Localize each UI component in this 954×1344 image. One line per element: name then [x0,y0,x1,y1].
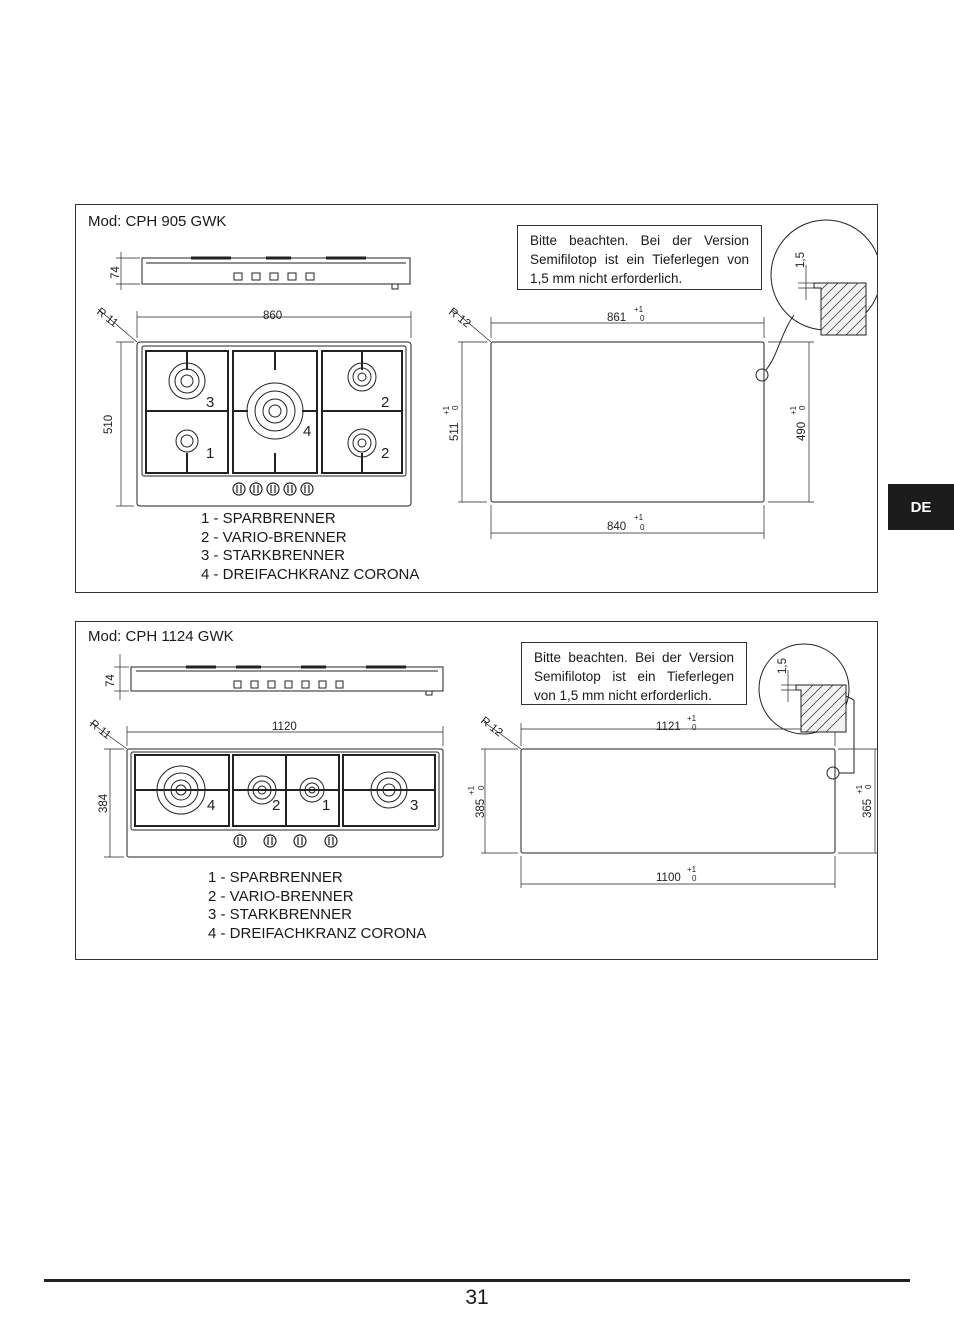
dim-cutout-radius-label: R 12 [478,714,505,740]
dim-depth-label: 510 [103,414,115,434]
burner-number: 4 [207,797,216,814]
cutout-view [481,644,877,888]
dim-radius-label: R 11 [94,305,121,330]
dim-recess-label: 1,5 [777,658,789,674]
dim-cutout-right-label: 490 [796,421,808,441]
dim-cutout-bottom-label: 1100 [656,872,681,884]
tolerance-upper: +1 [634,305,644,314]
legend-item: 4 - DREIFACHKRANZ CORONA [201,565,420,583]
dim-recess-label: 1,5 [795,252,807,268]
dim-cutout-left-label: 511 [449,422,461,441]
dim-cutout-top-label: 1121 [656,721,681,733]
legend-item: 3 - STARKBRENNER [208,906,352,923]
burner-number: 4 [303,423,312,440]
dim-cutout-left-label: 385 [475,798,487,818]
dim-height-label: 74 [105,674,117,687]
tolerance-lower: 0 [692,874,697,883]
dim-width-label: 1120 [272,721,297,733]
tolerance-lower: 0 [692,723,697,732]
legend-item: 4 - DREIFACHKRANZ CORONA [208,924,427,942]
model-panel-cph-905 [75,204,878,593]
burner-number: 2 [272,797,281,814]
model-panel-cph-1124 [75,621,878,960]
tolerance-lower: 0 [864,784,873,789]
legend-item: 1 - SPARBRENNER [201,510,336,527]
tolerance-upper: +1 [467,785,476,795]
technical-drawing-cph-905 [76,205,877,592]
tolerance-upper: +1 [687,714,697,723]
installation-note: Bitte beachten. Bei der Version Semifilotop ist ein Tieferlegen von 1,5 mm nicht erforderlich. [521,642,747,705]
footer-divider [44,1279,910,1282]
tolerance-upper: +1 [789,405,798,415]
dim-radius-label: R 11 [87,717,114,742]
cutout-view [452,220,877,539]
tolerance-upper: +1 [442,405,451,415]
side-view [116,252,410,290]
tolerance-upper: +1 [855,784,864,794]
model-title: Mod: CPH 1124 GWK [88,628,234,645]
tolerance-lower: 0 [477,785,486,790]
page-number: 31 [465,1286,489,1309]
tolerance-lower: 0 [451,405,460,410]
legend-item: 2 - VARIO-BRENNER [208,887,354,905]
legend-item: 1 - SPARBRENNER [208,869,343,886]
burner-number: 1 [206,445,215,462]
legend-item: 3 - STARKBRENNER [201,547,345,564]
dim-depth-label: 384 [98,793,110,813]
dim-cutout-bottom-label: 840 [607,521,627,533]
burner-number: 3 [410,797,419,814]
dim-cutout-right-label: 365 [862,798,874,818]
language-tab: DE [888,484,954,530]
side-view [114,654,443,700]
burner-number: 1 [322,797,331,814]
tolerance-upper: +1 [687,865,697,874]
model-title: Mod: CPH 905 GWK [88,213,227,230]
hob-top-view [90,722,443,857]
burner-number: 2 [381,394,390,411]
legend-item: 2 - VARIO-BRENNER [201,528,347,546]
dim-cutout-radius-label: R 12 [446,305,473,331]
tolerance-lower: 0 [640,314,645,323]
hob-top-view [98,309,411,506]
tolerance-upper: +1 [634,513,644,522]
tolerance-lower: 0 [798,405,807,410]
dim-height-label: 74 [110,266,122,279]
dim-width-label: 860 [263,310,283,322]
burner-number: 3 [206,394,215,411]
dim-cutout-top-label: 861 [607,312,627,324]
tolerance-lower: 0 [640,523,645,532]
installation-note: Bitte beachten. Bei der Version Semifilotop ist ein Tieferlegen von 1,5 mm nicht erforderlich. [517,225,762,290]
burner-number: 2 [381,445,390,462]
technical-drawing-cph-1124 [76,622,877,959]
